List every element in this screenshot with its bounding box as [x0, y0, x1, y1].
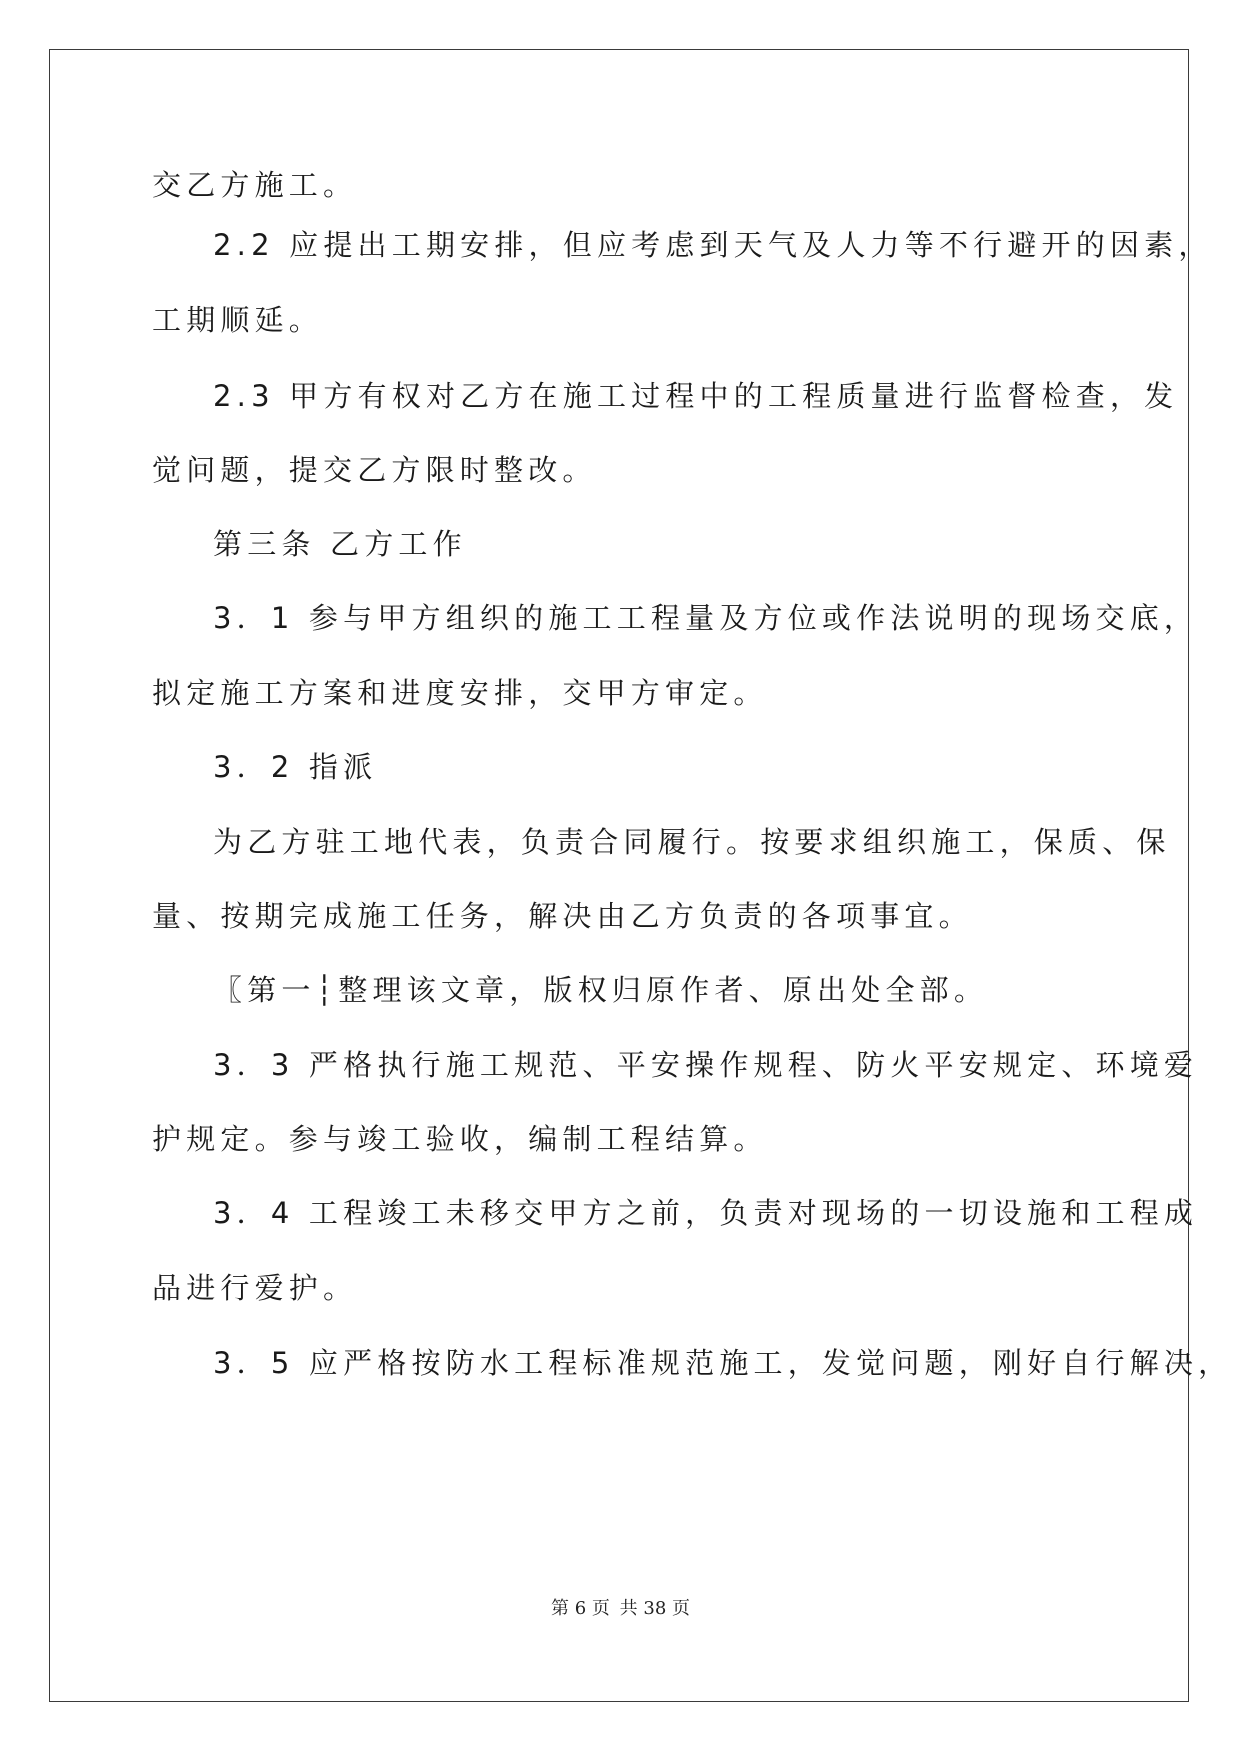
paragraph-line: 为乙方驻工地代表，负责合同履行。按要求组织施工，保质、保: [213, 825, 1171, 859]
paragraph-line: 〖第一┆整理该文章，版权归原作者、原出处全部。: [213, 973, 989, 1007]
paragraph-line: 工期顺延。: [152, 303, 324, 337]
page-footer: [0, 1597, 1241, 1621]
paragraph-line: 3．3 严格执行施工规范、平安操作规程、防火平安规定、环境爱: [213, 1048, 1199, 1082]
paragraph-line: 量、按期完成施工任务，解决由乙方负责的各项事宜。: [152, 899, 973, 933]
total-pages: 共 38 页: [619, 1598, 690, 1619]
paragraph-line: 护规定。参与竣工验收，编制工程结算。: [152, 1122, 768, 1156]
paragraph-line: 2.3 甲方有权对乙方在施工过程中的工程质量进行监督检查，发: [213, 379, 1179, 413]
page-border: [49, 49, 1189, 1702]
paragraph-line: 觉问题，提交乙方限时整改。: [152, 453, 597, 487]
paragraph-line: 品进行爱护。: [152, 1271, 358, 1305]
paragraph-line: 3．4 工程竣工未移交甲方之前，负责对现场的一切设施和工程成: [213, 1196, 1199, 1230]
paragraph-line: 拟定施工方案和进度安排，交甲方审定。: [152, 676, 768, 710]
paragraph-line: 交乙方施工。: [152, 168, 358, 202]
page-number: 第 6 页: [551, 1598, 610, 1619]
paragraph-line: 3．5 应严格按防水工程标准规范施工，发觉问题，刚好自行解决，: [213, 1346, 1233, 1380]
paragraph-line: 3．2 指派: [213, 750, 378, 784]
section-heading: 第三条 乙方工作: [213, 527, 467, 561]
paragraph-line: 2.2 应提出工期安排，但应考虑到天气及人力等不行避开的因素，: [213, 228, 1213, 262]
paragraph-line: 3．1 参与甲方组织的施工工程量及方位或作法说明的现场交底，: [213, 601, 1199, 635]
